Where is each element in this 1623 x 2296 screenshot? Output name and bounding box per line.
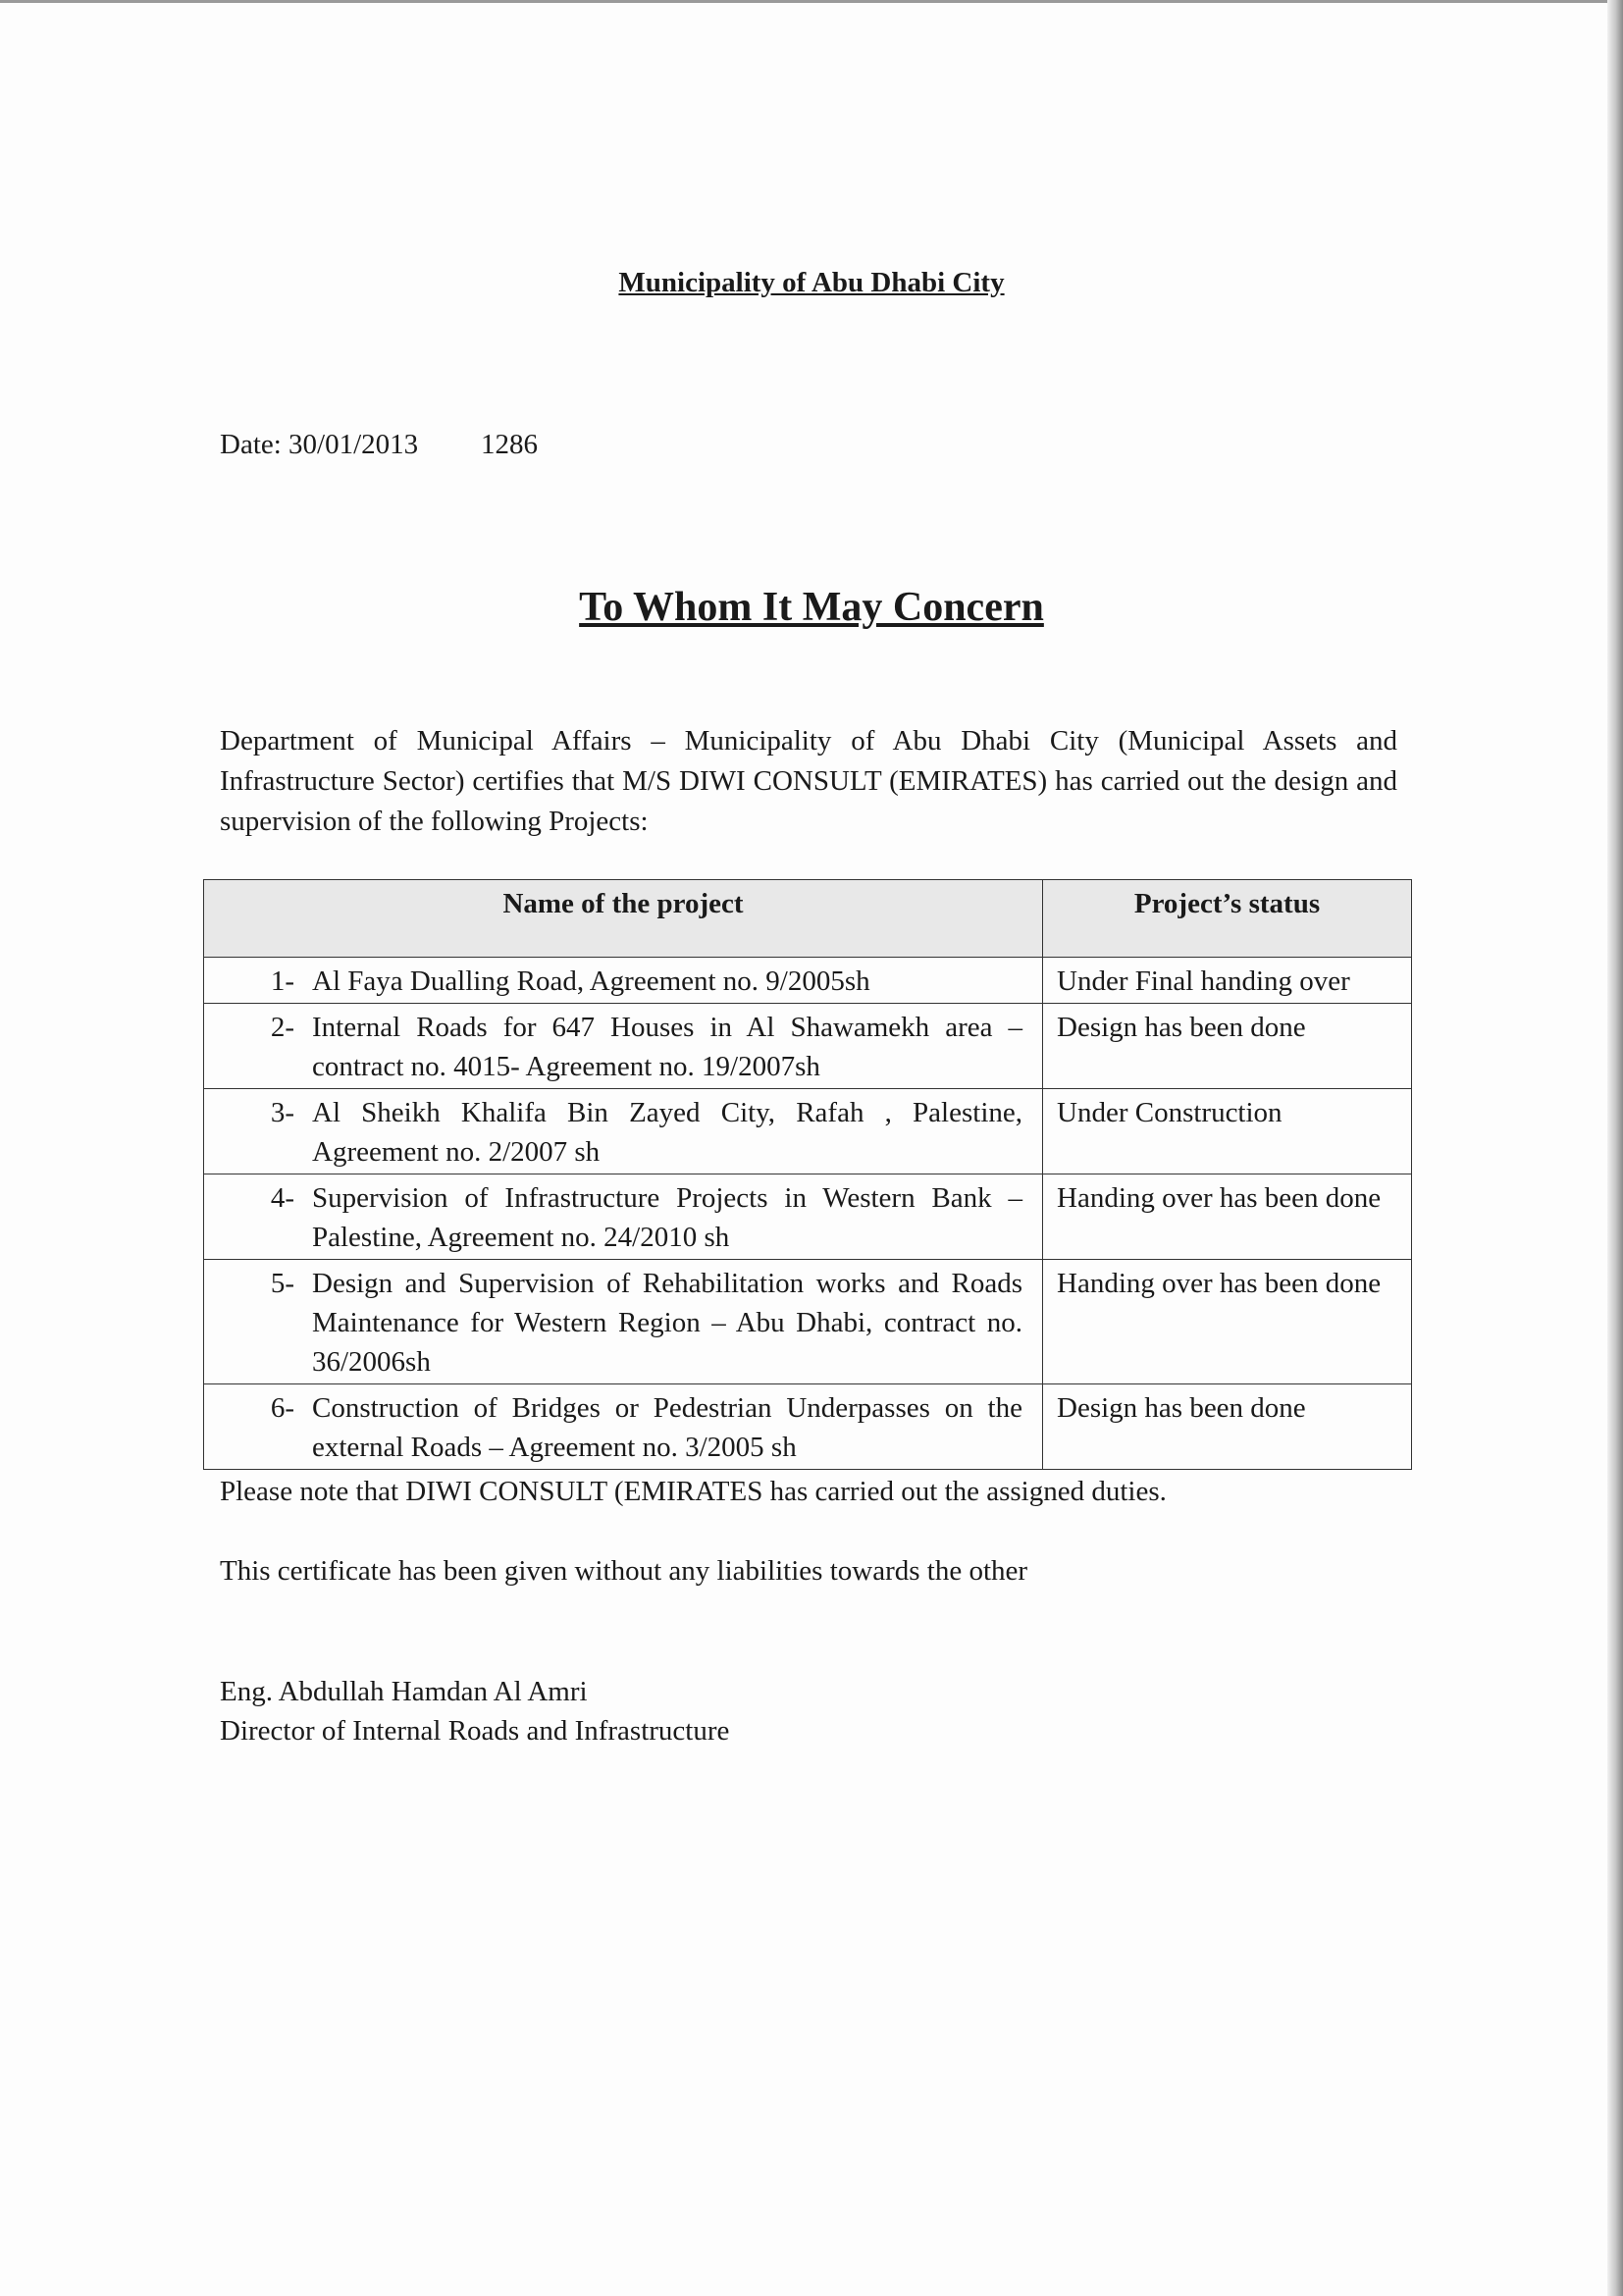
project-name: Supervision of Infrastructure Projects in Western Bank – Palestine, Agreement no. 24/2010 sh [312,1182,1022,1253]
header-project-status: Project’s status [1043,880,1412,958]
projects-table [203,879,1412,1470]
project-name-cell [204,1384,1043,1470]
signatory-name: Eng. Abdullah Hamdan Al Amri [220,1676,588,1707]
project-name: Al Faya Dualling Road, Agreement no. 9/2005sh [312,965,870,997]
liability-statement: This certificate has been given without any liabilities towards the other [220,1555,1028,1587]
project-name: Internal Roads for 647 Houses in Al Shawamekh area – contract no. 4015- Agreement no. 19/2007sh [312,1012,1022,1082]
project-name-cell [204,958,1043,1004]
header-project-name: Name of the project [204,880,1043,958]
project-number: 5- [270,1268,294,1299]
scan-top-edge [0,0,1623,3]
table-row [204,1260,1412,1384]
project-name: Design and Supervision of Rehabilitation works and Roads Maintenance for Western Region – Abu Dhabi, contract no. 36/2006sh [312,1268,1022,1378]
scan-binding-edge [1607,0,1623,2296]
table-row [204,958,1412,1004]
project-name: Construction of Bridges or Pedestrian Underpasses on the external Roads – Agreement no. 3/2005 sh [312,1392,1022,1463]
project-status: Handing over has been done [1043,1174,1412,1260]
project-status: Design has been done [1043,1384,1412,1470]
project-name-cell [204,1089,1043,1174]
reference-number: 1286 [481,429,538,460]
project-name-cell [204,1004,1043,1089]
project-number: 3- [270,1097,294,1128]
duties-note: Please note that DIWI CONSULT (EMIRATES has carried out the assigned duties. [220,1476,1167,1507]
project-name-cell [204,1260,1043,1384]
project-name: Al Sheikh Khalifa Bin Zayed City, Rafah , Palestine, Agreement no. 2/2007 sh [312,1097,1022,1168]
project-status: Design has been done [1043,1004,1412,1089]
project-status: Under Construction [1043,1089,1412,1174]
table-row [204,1384,1412,1470]
project-status: Handing over has been done [1043,1260,1412,1384]
table-row [204,1004,1412,1089]
project-number: 4- [270,1182,294,1214]
document-date: Date: 30/01/2013 [220,429,419,460]
document-title: To Whom It May Concern [579,585,1044,630]
project-number: 1- [270,965,294,997]
project-status: Under Final handing over [1043,958,1412,1004]
project-number: 2- [270,1012,294,1043]
table-row [204,1089,1412,1174]
municipality-heading: Municipality of Abu Dhabi City [618,267,1005,298]
project-number: 6- [270,1392,294,1424]
table-row [204,1174,1412,1260]
project-name-cell [204,1174,1043,1260]
intro-paragraph: Department of Municipal Affairs – Municipality of Abu Dhabi City (Municipal Assets and Infrastructure Sector) certifies that M/S DIWI CONSULT (EMIRATES) has carried out the design and supervision of the following Projects: [220,725,1397,837]
signatory-title: Director of Internal Roads and Infrastructure [220,1715,730,1747]
table-header-row [204,880,1412,958]
